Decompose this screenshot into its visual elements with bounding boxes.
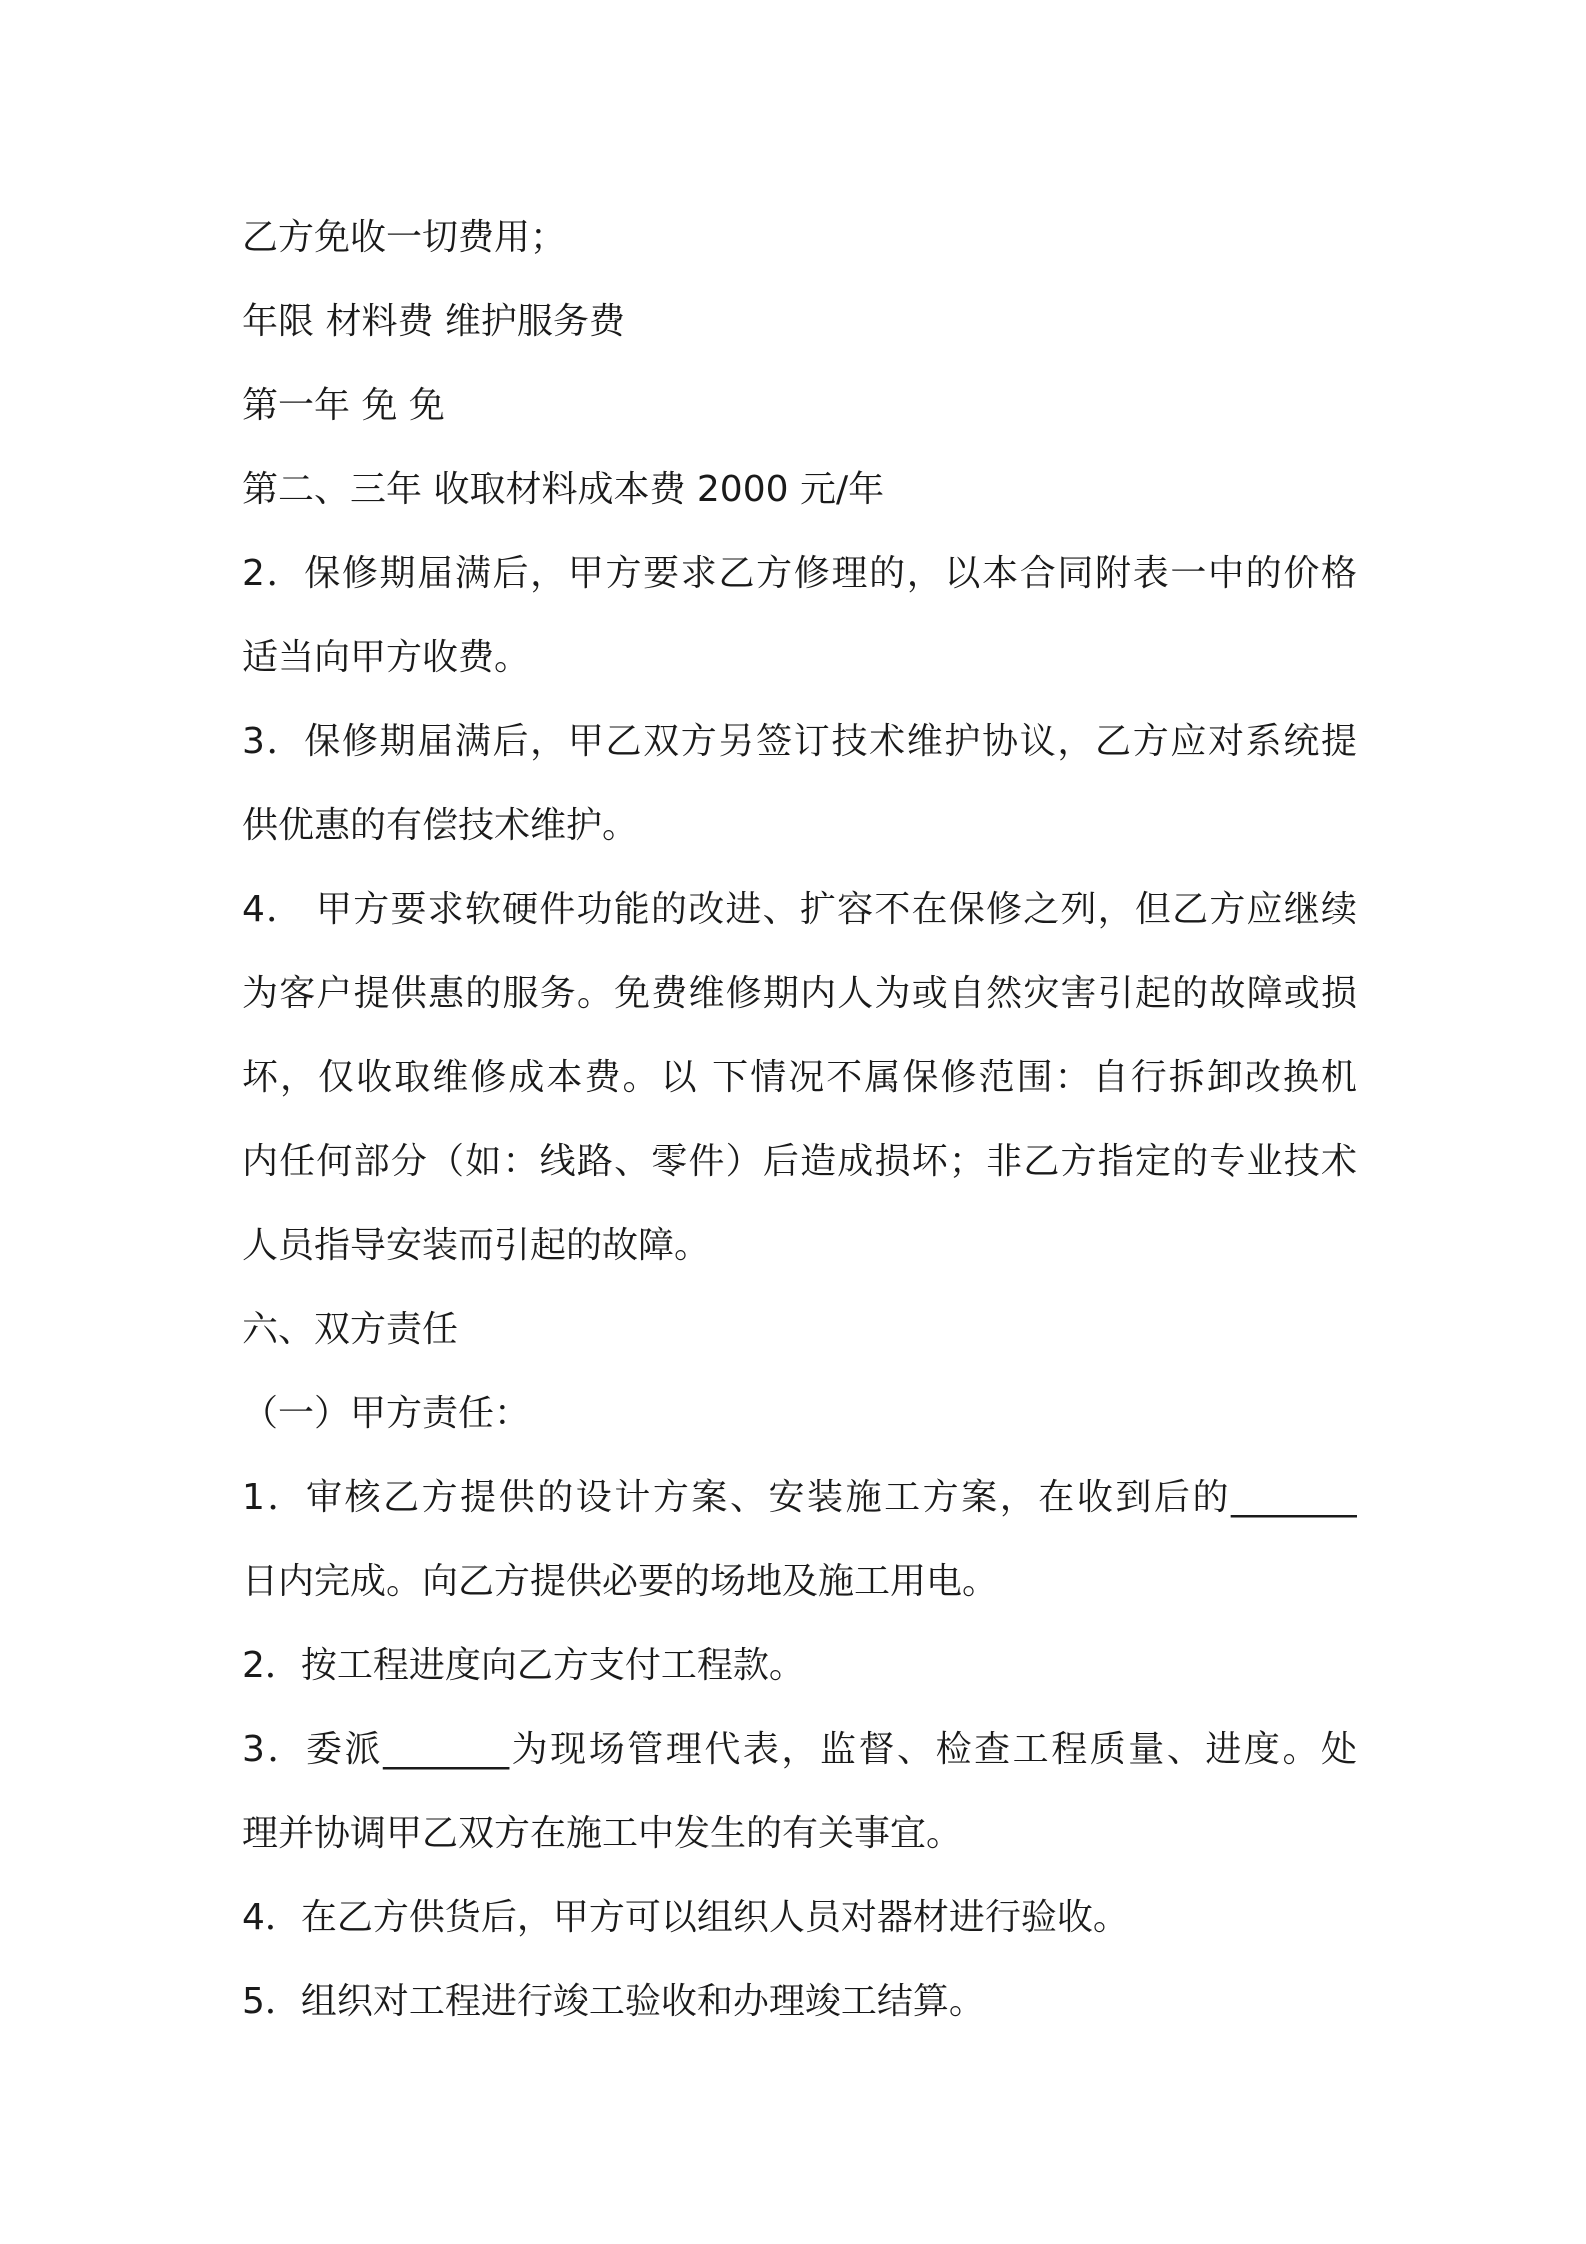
text-line: 为客户提供惠的服务。免费维修期内人为或自然灾害引起的故障或损 xyxy=(242,973,1357,1014)
text-line: 4． 甲方要求软硬件功能的改进、扩容不在保修之列，但乙方应继续 xyxy=(242,889,1357,930)
subsection-heading: （一）甲方责任： xyxy=(242,1393,531,1434)
text-line: 年限 材料费 维护服务费 xyxy=(242,301,625,342)
text-line: 人员指导安装而引起的故障。 xyxy=(242,1225,711,1266)
text-line: 1．审核乙方提供的设计方案、安装施工方案，在收到后的_______ xyxy=(242,1477,1357,1518)
text-line: 乙方免收一切费用； xyxy=(242,217,567,258)
text-line: 2．保修期届满后，甲方要求乙方修理的，以本合同附表一中的价格 xyxy=(242,553,1357,594)
text-line: 日内完成。向乙方提供必要的场地及施工用电。 xyxy=(242,1561,999,1602)
text-line: 适当向甲方收费。 xyxy=(242,637,531,678)
text-line: 理并协调甲乙双方在施工中发生的有关事宜。 xyxy=(242,1813,963,1854)
text-line: 供优惠的有偿技术维护。 xyxy=(242,805,639,846)
document-body xyxy=(242,196,1357,2044)
text-line: 4．在乙方供货后，甲方可以组织人员对器材进行验收。 xyxy=(242,1897,1129,1938)
section-heading: 六、双方责任 xyxy=(242,1309,459,1350)
text-line: 5．组织对工程进行竣工验收和办理竣工结算。 xyxy=(242,1981,985,2022)
text-line: 坏，仅收取维修成本费。以 下情况不属保修范围：自行拆卸改换机 xyxy=(242,1057,1357,1098)
text-line: 3．委派_______为现场管理代表，监督、检查工程质量、进度。处 xyxy=(242,1729,1357,1770)
text-line: 第一年 免 免 xyxy=(242,385,445,426)
text-line: 3．保修期届满后，甲乙双方另签订技术维护协议，乙方应对系统提 xyxy=(242,721,1357,762)
text-line: 2．按工程进度向乙方支付工程款。 xyxy=(242,1645,805,1686)
text-line: 内任何部分（如：线路、零件）后造成损坏；非乙方指定的专业技术 xyxy=(242,1141,1357,1182)
text-line: 第二、三年 收取材料成本费 2000 元/年 xyxy=(242,469,885,510)
